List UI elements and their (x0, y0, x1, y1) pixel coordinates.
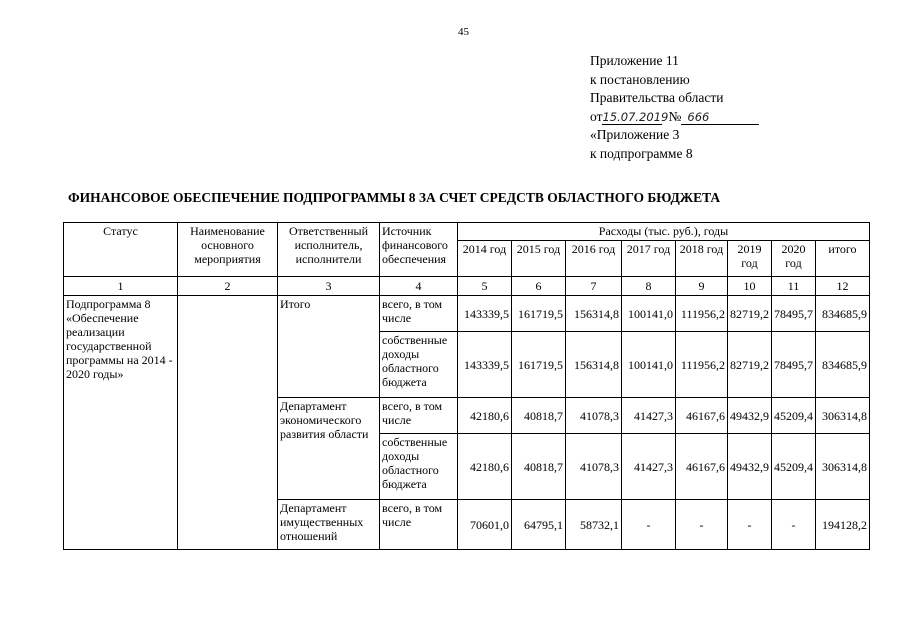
value-cell: - (676, 500, 728, 550)
resolution-date: 15.07.2019 (602, 109, 669, 124)
value-cell: 41078,3 (566, 434, 622, 500)
header-year: 2018 год (676, 241, 728, 277)
value-cell: 82719,2 (728, 296, 772, 332)
appendix-line-3: Правительства области (590, 90, 724, 105)
value-cell: - (728, 500, 772, 550)
header-year: 2017 год (622, 241, 676, 277)
date-prefix: от (590, 108, 603, 124)
value-cell: 41427,3 (622, 434, 676, 500)
value-cell: 41078,3 (566, 398, 622, 434)
value-cell: 194128,2 (816, 500, 870, 550)
column-number: 8 (622, 277, 676, 296)
value-cell: 161719,5 (512, 296, 566, 332)
responsible-cell: Итого (278, 296, 380, 398)
header-year: 2015 год (512, 241, 566, 277)
appendix-block (590, 52, 759, 163)
appendix-line-1: Приложение 11 (590, 53, 679, 68)
column-number: 11 (772, 277, 816, 296)
value-cell: 58732,1 (566, 500, 622, 550)
source-cell: собственные доходы областного бюджета (380, 332, 458, 398)
document-title: ФИНАНСОВОЕ ОБЕСПЕЧЕНИЕ ПОДПРОГРАММЫ 8 ЗА СЧЕТ СРЕДСТВ ОБЛАСТНОГО БЮДЖЕТА (68, 190, 721, 205)
financing-table (63, 222, 870, 550)
value-cell: 834685,9 (816, 332, 870, 398)
appendix-line-2: к постановлению (590, 71, 690, 87)
value-cell: 45209,4 (772, 434, 816, 500)
value-cell: 834685,9 (816, 296, 870, 332)
value-cell: 100141,0 (622, 296, 676, 332)
value-cell: 42180,6 (458, 434, 512, 500)
column-number-row (64, 277, 870, 296)
source-cell: всего, в том числе (380, 398, 458, 434)
column-number: 2 (178, 277, 278, 296)
source-cell: всего, в том числе (380, 296, 458, 332)
value-cell: 306314,8 (816, 398, 870, 434)
value-cell: 78495,7 (772, 296, 816, 332)
appendix-line-6: к подпрограмме 8 (590, 145, 693, 161)
header-source: Источник финансового обеспечения (380, 223, 458, 277)
value-cell: 306314,8 (816, 434, 870, 500)
value-cell: - (622, 500, 676, 550)
value-cell: 143339,5 (458, 332, 512, 398)
status-cell: Подпрограмма 8 «Обеспечение реализации государственной программы на 2014 - 2020 годы» (64, 296, 178, 550)
header-status: Статус (64, 223, 178, 277)
column-number: 5 (458, 277, 512, 296)
responsible-cell: Департамент экономического развития области (278, 398, 380, 500)
page-number: 45 (458, 26, 469, 38)
value-cell: 161719,5 (512, 332, 566, 398)
value-cell: 49432,9 (728, 398, 772, 434)
value-cell: 42180,6 (458, 398, 512, 434)
resolution-number: 666 (681, 111, 759, 125)
value-cell: 100141,0 (622, 332, 676, 398)
value-cell: 70601,0 (458, 500, 512, 550)
value-cell: 111956,2 (676, 296, 728, 332)
appendix-date-line (590, 108, 759, 127)
value-cell: 82719,2 (728, 332, 772, 398)
value-cell: 40818,7 (512, 434, 566, 500)
header-year: 2014 год (458, 241, 512, 277)
responsible-cell: Департамент имущественных отношений (278, 500, 380, 550)
value-cell: 143339,5 (458, 296, 512, 332)
header-year: 2019 год (728, 241, 772, 277)
header-year: 2016 год (566, 241, 622, 277)
value-cell: - (772, 500, 816, 550)
header-expenses: Расходы (тыс. руб.), годы (458, 223, 870, 241)
value-cell: 45209,4 (772, 398, 816, 434)
value-cell: 49432,9 (728, 434, 772, 500)
header-name: Наименование основного мероприятия (178, 223, 278, 277)
column-number: 6 (512, 277, 566, 296)
column-number: 10 (728, 277, 772, 296)
value-cell: 64795,1 (512, 500, 566, 550)
value-cell: 156314,8 (566, 296, 622, 332)
header-responsible: Ответственный исполнитель, исполнители (278, 223, 380, 277)
source-cell: собственные доходы областного бюджета (380, 434, 458, 500)
number-prefix: № (668, 108, 682, 124)
table-row (64, 296, 870, 332)
column-number: 3 (278, 277, 380, 296)
source-cell: всего, в том числе (380, 500, 458, 550)
value-cell: 46167,6 (676, 434, 728, 500)
value-cell: 41427,3 (622, 398, 676, 434)
value-cell: 156314,8 (566, 332, 622, 398)
event-name-cell (178, 296, 278, 550)
column-number: 1 (64, 277, 178, 296)
value-cell: 46167,6 (676, 398, 728, 434)
column-number: 9 (676, 277, 728, 296)
appendix-line-5: «Приложение 3 (590, 127, 680, 142)
value-cell: 40818,7 (512, 398, 566, 434)
column-number: 12 (816, 277, 870, 296)
value-cell: 78495,7 (772, 332, 816, 398)
column-number: 7 (566, 277, 622, 296)
value-cell: 111956,2 (676, 332, 728, 398)
header-row-1 (64, 223, 870, 241)
header-year: 2020 год (772, 241, 816, 277)
column-number: 4 (380, 277, 458, 296)
header-total: итого (816, 241, 870, 277)
